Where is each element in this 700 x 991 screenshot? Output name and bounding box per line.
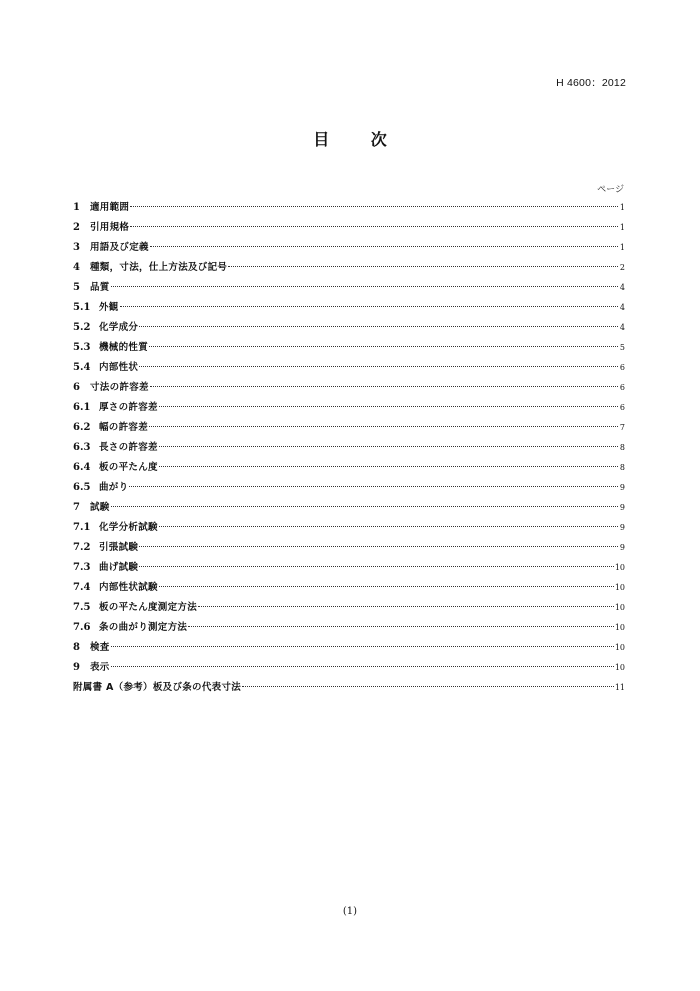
toc-entry-label: 引用規格 [90, 222, 130, 233]
footer-page-number: (1) [342, 906, 358, 917]
toc-entry[interactable] [73, 418, 625, 438]
toc-entry[interactable] [73, 258, 625, 278]
toc-entry-number: 6.3 [73, 442, 91, 453]
toc-entry-label: 試験 [90, 502, 110, 513]
toc-entry-page: 10 [614, 583, 625, 592]
toc-entry-number: 9 [73, 662, 80, 673]
toc-dot-leader [111, 666, 614, 667]
toc-entry[interactable] [73, 218, 625, 238]
toc-dot-leader [139, 366, 618, 367]
toc-entry-page: 9 [619, 543, 625, 552]
toc-entry-label: 寸法の許容差 [90, 382, 149, 393]
toc-entry[interactable] [73, 618, 625, 638]
toc-entry-number: 5.4 [73, 362, 91, 373]
toc-entry-page: 6 [619, 363, 625, 372]
toc-dot-leader [159, 526, 618, 527]
toc-title: 目 次 [313, 130, 405, 149]
toc-entry-number: 7.4 [73, 582, 91, 593]
toc-entry[interactable] [73, 198, 625, 218]
toc-entry-label: 引張試験 [99, 542, 139, 553]
toc-entry-label: 板の平たん度測定方法 [99, 602, 198, 613]
toc-entry[interactable] [73, 538, 625, 558]
toc-entry[interactable] [73, 318, 625, 338]
toc-entry-number: 5.3 [73, 342, 91, 353]
toc-dot-leader [111, 506, 618, 507]
toc-entry-label: 化学分析試験 [99, 522, 158, 533]
toc-entry-page: 9 [619, 483, 625, 492]
toc-entry-number: 7.2 [73, 542, 91, 553]
toc-entry-page: 2 [619, 263, 625, 272]
toc-list [73, 198, 625, 698]
toc-entry-page: 9 [619, 503, 625, 512]
toc-dot-leader [150, 386, 618, 387]
toc-entry-page: 8 [619, 443, 625, 452]
toc-dot-leader [111, 286, 618, 287]
toc-entry-label: 種類，寸法，仕上方法及び記号 [90, 262, 228, 273]
toc-entry[interactable] [73, 278, 625, 298]
toc-entry-page: 1 [619, 203, 625, 212]
toc-entry-number: 3 [73, 242, 80, 253]
toc-entry-number: 2 [73, 222, 80, 233]
toc-entry[interactable] [73, 558, 625, 578]
toc-entry-number: 5 [73, 282, 80, 293]
toc-entry-annex[interactable] [73, 678, 625, 698]
toc-entry-label: 幅の許容差 [99, 422, 149, 433]
toc-entry-number: 5.2 [73, 322, 91, 333]
toc-entry-label: 外観 [99, 302, 119, 313]
toc-entry-page: 4 [619, 323, 625, 332]
toc-entry-page: 9 [619, 523, 625, 532]
toc-entry-number: 6.4 [73, 462, 91, 473]
toc-entry-label: 条の曲がり測定方法 [99, 622, 188, 633]
toc-dot-leader [150, 246, 618, 247]
toc-entry-number: 7.3 [73, 562, 91, 573]
toc-entry-number: 6.2 [73, 422, 91, 433]
toc-entry-label: 適用範囲 [90, 202, 130, 213]
toc-entry-number: 6.1 [73, 402, 91, 413]
toc-entry-label: 内部性状試験 [99, 582, 158, 593]
toc-entry-label: 厚さの許容差 [99, 402, 158, 413]
toc-entry-page: 1 [619, 243, 625, 252]
toc-dot-leader [159, 446, 618, 447]
toc-dot-leader [198, 606, 614, 607]
toc-entry[interactable] [73, 378, 625, 398]
toc-entry-page: 11 [614, 683, 625, 692]
toc-entry[interactable] [73, 298, 625, 318]
toc-entry-number: 6.5 [73, 482, 91, 493]
toc-entry[interactable] [73, 358, 625, 378]
toc-entry-label: 曲げ試験 [99, 562, 139, 573]
toc-entry-label: 機械的性質 [99, 342, 149, 353]
toc-dot-leader [149, 426, 618, 427]
toc-entry[interactable] [73, 578, 625, 598]
toc-entry[interactable] [73, 598, 625, 618]
page-column-label: ページ [597, 185, 624, 195]
toc-dot-leader [129, 486, 618, 487]
toc-entry-number: 5.1 [73, 302, 91, 313]
toc-entry-label: 用語及び定義 [90, 242, 149, 253]
toc-entry[interactable] [73, 658, 625, 678]
toc-entry-page: 4 [619, 303, 625, 312]
toc-dot-leader [159, 466, 618, 467]
toc-entry-label: 長さの許容差 [99, 442, 158, 453]
toc-entry-number: 4 [73, 262, 80, 273]
toc-dot-leader [111, 646, 614, 647]
toc-entry-number: 1 [73, 202, 80, 213]
toc-entry[interactable] [73, 518, 625, 538]
toc-dot-leader [120, 306, 618, 307]
toc-entry-page: 10 [614, 663, 625, 672]
toc-entry[interactable] [73, 238, 625, 258]
toc-entry[interactable] [73, 398, 625, 418]
toc-entry-label: 板の平たん度 [99, 462, 158, 473]
toc-entry[interactable] [73, 458, 625, 478]
toc-dot-leader [130, 226, 618, 227]
toc-entry[interactable] [73, 478, 625, 498]
toc-entry-page: 8 [619, 463, 625, 472]
toc-dot-leader [139, 546, 618, 547]
toc-entry-label: 附属書 A（参考）板及び条の代表寸法 [73, 682, 242, 693]
toc-entry-page: 10 [614, 643, 625, 652]
toc-entry-page: 6 [619, 403, 625, 412]
toc-entry-page: 1 [619, 223, 625, 232]
toc-entry-page: 4 [619, 283, 625, 292]
toc-entry-page: 10 [614, 623, 625, 632]
toc-dot-leader [149, 346, 618, 347]
toc-entry-number: 7 [73, 502, 80, 513]
toc-entry[interactable] [73, 498, 625, 518]
toc-entry-label: 曲がり [99, 482, 129, 493]
toc-entry-label: 内部性状 [99, 362, 139, 373]
toc-entry[interactable] [73, 438, 625, 458]
toc-entry-number: 7.5 [73, 602, 91, 613]
toc-entry-page: 10 [614, 563, 625, 572]
toc-entry[interactable] [73, 338, 625, 358]
toc-entry-number: 7.6 [73, 622, 91, 633]
toc-entry-label: 表示 [90, 662, 110, 673]
document-code: H 4600：2012 [556, 77, 626, 89]
toc-dot-leader [228, 266, 618, 267]
toc-dot-leader [139, 326, 618, 327]
toc-entry[interactable] [73, 638, 625, 658]
toc-dot-leader [130, 206, 618, 207]
toc-entry-label: 化学成分 [99, 322, 139, 333]
toc-dot-leader [139, 566, 614, 567]
toc-entry-label: 品質 [90, 282, 110, 293]
toc-dot-leader [242, 686, 614, 687]
toc-entry-page: 5 [619, 343, 625, 352]
toc-entry-number: 8 [73, 642, 80, 653]
toc-entry-number: 7.1 [73, 522, 91, 533]
toc-entry-page: 7 [619, 423, 625, 432]
toc-dot-leader [159, 586, 614, 587]
toc-entry-page: 10 [614, 603, 625, 612]
toc-entry-number: 6 [73, 382, 80, 393]
toc-dot-leader [188, 626, 614, 627]
toc-entry-label: 検査 [90, 642, 110, 653]
toc-dot-leader [159, 406, 618, 407]
toc-entry-page: 6 [619, 383, 625, 392]
